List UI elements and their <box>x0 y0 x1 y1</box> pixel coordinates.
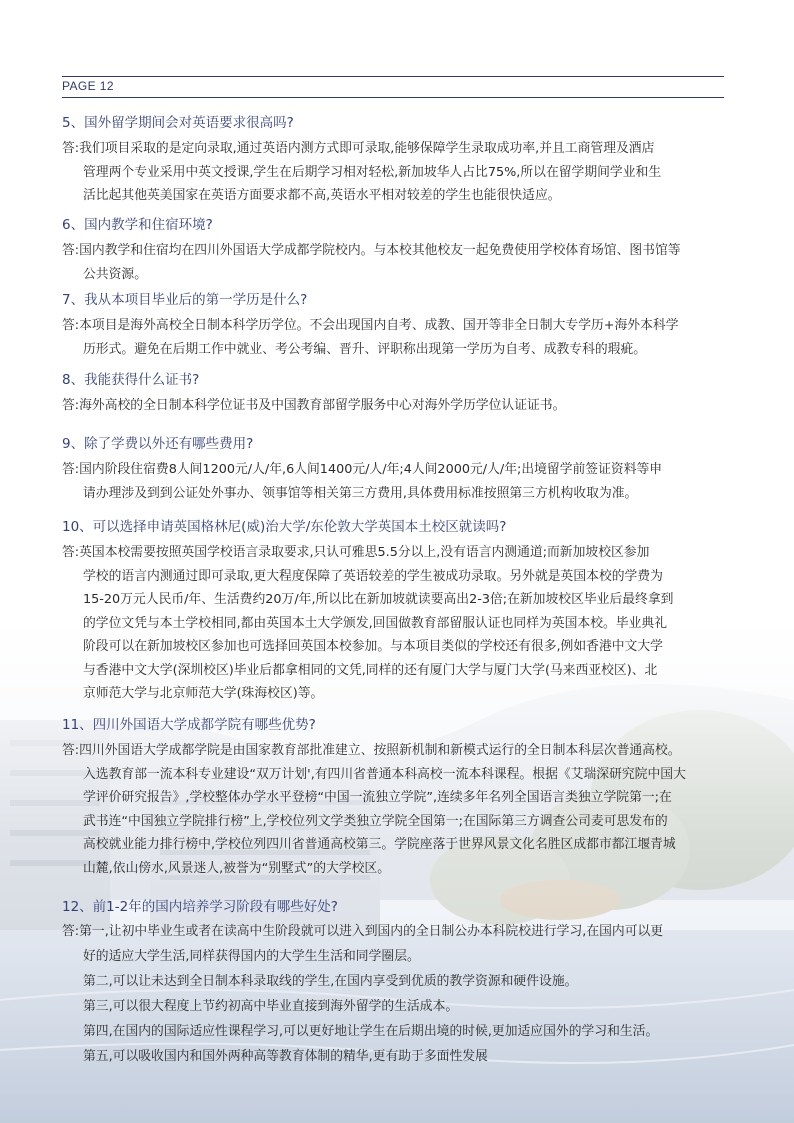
answer-text: 国内教学和住宿均在四川外国语大学成都学院校内。与本校其他校友一起免费使用学校体育场馆、图书馆等 <box>79 243 681 258</box>
answer-prefix: 答: <box>62 743 80 758</box>
answer-text: 活比起其他英美国家在英语方面要求都不高,英语水平相对较差的学生也能很快适应。 <box>83 188 561 203</box>
faq-item-5 <box>62 113 726 208</box>
answer-text: 与香港中文大学(深圳校区)毕业后都拿相同的文凭,同样的还有厦门大学与厦门大学(马来西亚校区)、北 <box>83 662 658 678</box>
answer-text: 的学位文凭与本土学校相同,都由英国本土大学颁发,回国做教育部留服认证也同样为英国本校。毕业典礼 <box>83 615 667 631</box>
page-number-label: PAGE 12 <box>62 79 114 93</box>
answer-text: 历形式。避免在后期工作中就业、考公考编、晋升、评职称出现第一学历为自考、成教专科的瑕疵。 <box>83 341 647 357</box>
answer-text: 第二,可以让未达到全日制本科录取线的学生,在国内享受到优质的教学资源和硬件设施。 <box>83 974 578 989</box>
answer-text: 请办理涉及到到公证处外事办、领事馆等相关第三方费用,具体费用标准按照第三方机构收取为准。 <box>83 485 638 501</box>
header-rule-bottom <box>62 97 724 98</box>
answer-block <box>62 739 726 880</box>
answer-text: 第三,可以很大程度上节约初高中毕业直接到海外留学的生活成本。 <box>83 999 459 1014</box>
answer-text: 武书连“中国独立学院排行榜”上,学校位列文学类独立学院全国第一;在国际第三方调查公司麦可思发布的 <box>83 813 668 829</box>
answer-block <box>62 314 726 361</box>
answer-prefix: 答: <box>62 398 80 413</box>
answer-text: 公共资源。 <box>83 266 147 282</box>
answer-text: 山麓,依山傍水,风景迷人,被誉为“别墅式”的大学校区。 <box>83 860 390 876</box>
answer-prefix: 答: <box>62 924 80 939</box>
faq-item-10 <box>62 517 726 706</box>
faq-item-7 <box>62 290 726 361</box>
answer-prefix: 答: <box>62 243 80 258</box>
answer-prefix: 答: <box>62 462 80 477</box>
answer-text: 京师范大学与北京师范大学(珠海校区)等。 <box>83 686 324 701</box>
answer-block <box>62 394 726 418</box>
answer-text: 好的适应大学生活,同样获得国内的大学生生活和同学圈层。 <box>83 949 420 964</box>
faq-item-9 <box>62 434 726 505</box>
answer-text: 管理两个专业采用中英文授课,学生在后期学习相对轻松,新加坡华人占比75%,所以在留学期间学业和生 <box>83 164 662 180</box>
answer-text: 第一,让初中毕业生或者在读高中生阶段就可以进入到国内的全日制公办本科院校进行学习,在国内可以更 <box>79 924 664 939</box>
question-heading: 7、我从本项目毕业后的第一学历是什么? <box>62 292 308 308</box>
answer-block <box>62 541 726 706</box>
answer-text: 四川外国语大学成都学院是由国家教育部批准建立、按照新机制和新模式运行的全日制本科层次普通高校。 <box>79 743 681 758</box>
answer-text: 15-20万元人民币/年、生活费约20万/年,所以比在新加坡就读要高出2-3倍;在新加坡校区毕业后最终拿到 <box>83 592 674 607</box>
answer-text: 学校的语言内测通过即可录取,更大程度保障了英语较差的学生被成功录取。另外就是英国本校的学费为 <box>83 568 663 584</box>
answer-text: 第五,可以吸收国内和国外两种高等教育体制的精华,更有助于多面性发展 <box>83 1049 488 1064</box>
answer-text: 第四,在国内的国际适应性课程学习,可以更好地让学生在后期出境的时候,更加适应国外的学习和生活。 <box>83 1024 659 1039</box>
question-heading: 8、我能获得什么证书? <box>62 372 200 388</box>
answer-text: 海外高校的全日制本科学位证书及中国教育部留学服务中心对海外学历学位认证证书。 <box>79 398 566 413</box>
question-heading: 6、国内教学和住宿环境? <box>62 217 213 233</box>
answer-block <box>62 919 726 1069</box>
answer-text: 入选教育部一流本科专业建设“双万计划',有四川省普通本科高校一流本科课程。根据《艾瑞深研究院中国大 <box>83 766 686 782</box>
answer-block <box>62 137 726 208</box>
question-heading: 9、除了学费以外还有哪些费用? <box>62 436 254 452</box>
answer-text: 高校就业能力排行榜中,学校位列四川省普通高校第三。学院座落于世界风景文化名胜区成都市都江堰青城 <box>83 837 676 852</box>
answer-text: 学评价研究报告》,学校整体办学水平登榜“中国一流独立学院”,连续多年名列全国语言类独立学院第一;在 <box>83 790 672 805</box>
faq-item-8 <box>62 370 726 418</box>
answer-prefix: 答: <box>62 318 80 333</box>
question-heading: 5、国外留学期间会对英语要求很高吗? <box>62 115 294 131</box>
answer-text: 英国本校需要按照英国学校语言录取要求,只认可雅思5.5分以上,没有语言内测通道;而新加坡校区参加 <box>79 545 650 560</box>
answer-text: 我们项目采取的是定向录取,通过英语内测方式即可录取,能够保障学生录取成功率,并且工商管理及酒店 <box>79 141 655 156</box>
answer-prefix: 答: <box>62 141 80 156</box>
answer-prefix: 答: <box>62 545 80 560</box>
faq-item-6 <box>62 215 726 286</box>
question-heading: 12、前1-2年的国内培养学习阶段有哪些好处? <box>62 899 338 915</box>
answer-block <box>62 239 726 286</box>
question-heading: 11、四川外国语大学成都学院有哪些优势? <box>62 717 316 733</box>
answer-block <box>62 458 726 505</box>
answer-text: 本项目是海外高校全日制本科学历学位。不会出现国内自考、成教、国开等非全日制大专学历+海外本科学 <box>79 318 679 333</box>
header-rule-top <box>62 76 724 77</box>
answer-text: 阶段可以在新加坡校区参加也可选择回英国本校参加。与本项目类似的学校还有很多,例如香港中文大学 <box>83 639 663 654</box>
answer-text: 国内阶段住宿费8人间1200元/人/年,6人间1400元/人/年;4人间2000元/人/年;出境留学前签证资料等申 <box>79 462 663 477</box>
question-heading: 10、可以选择申请英国格林尼(威)治大学/东伦敦大学英国本土校区就读吗? <box>62 519 507 535</box>
faq-item-11 <box>62 715 726 880</box>
faq-item-12 <box>62 897 726 1069</box>
